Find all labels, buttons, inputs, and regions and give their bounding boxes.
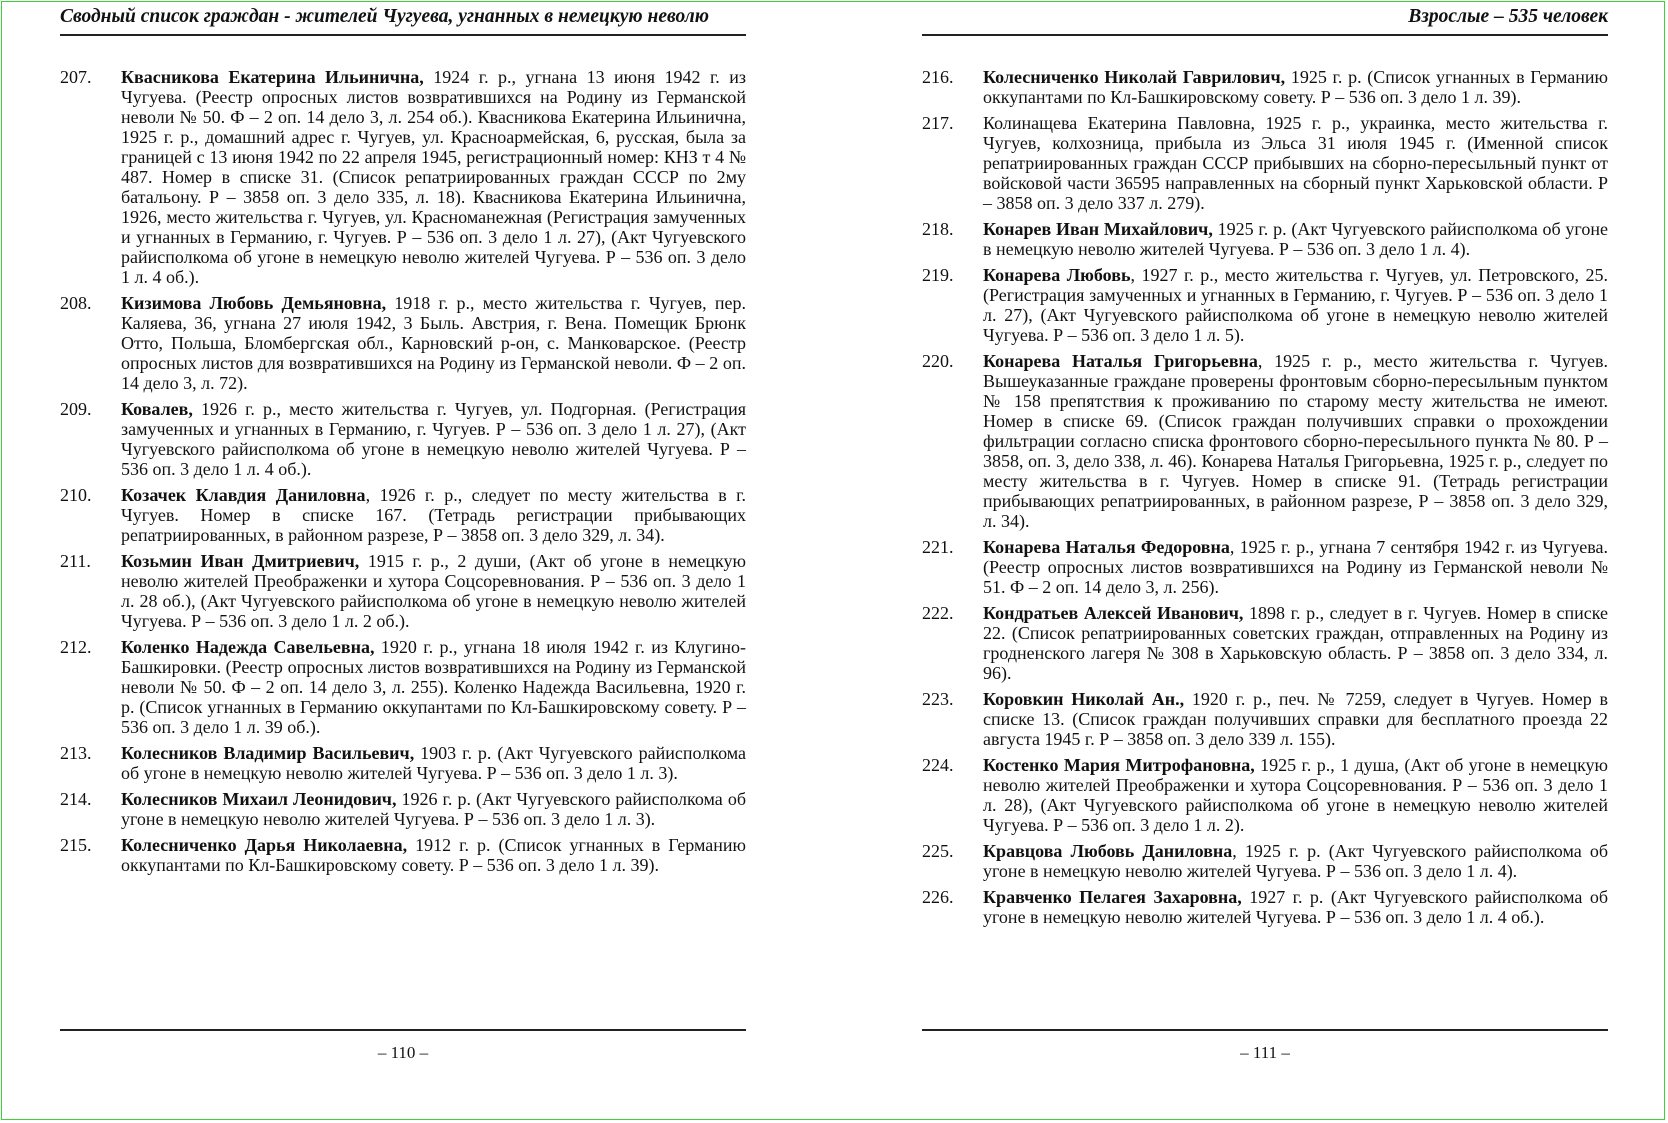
- entry-text: 1925 г. р., 1 душа, (Акт об угоне в немецкую неволю жителей Преображенки и хутора Соцсоревнования. Р – 536 оп. 3 дело 1 л. 28), (Акт Чугуевского райисполкома об угоне в немецкую неволю жителей Чугуева. Р – 536 оп. 3 дело 1 л. 2).: [983, 755, 1609, 835]
- entry-name: Кравченко Пелагея Захаровна,: [983, 887, 1242, 907]
- entry-number: 209.: [60, 399, 92, 419]
- left-page: [60, 0, 746, 1123]
- entry-number: 225.: [922, 841, 954, 861]
- list-item: [60, 835, 746, 875]
- entry-name: Колесников Владимир Васильевич,: [121, 743, 415, 763]
- list-item: [922, 67, 1608, 107]
- page-number: – 110 –: [377, 1043, 429, 1062]
- entry-name: Коровкин Николай Ан.,: [983, 689, 1185, 709]
- list-item: [60, 551, 746, 631]
- list-item: [922, 113, 1608, 213]
- list-item: [60, 743, 746, 783]
- list-item: [60, 293, 746, 393]
- entry-number: 226.: [922, 887, 954, 907]
- page-number: – 111 –: [1240, 1043, 1290, 1062]
- entry-text: 1915 г. р., 2 души, (Акт об угоне в немецкую неволю жителей Преображенки и хутора Соцсоревнования. Р – 536 оп. 3 дело 1 л. 28 об.), (Акт Чугуевского райисполкома об угоне в немецкую неволю жителей Чугуева. Р – 536 оп. 3 дело 1 л. 2 об.).: [121, 551, 746, 631]
- list-item: [60, 67, 746, 287]
- list-item: [922, 841, 1608, 881]
- entry-name: Конарев Иван Михайлович,: [983, 219, 1213, 239]
- list-item: [922, 537, 1608, 597]
- entry-text: 1898 г. р., следует в г. Чугуев. Номер в списке 22. (Список репатриированных советских граждан, отправленных на Родину из гродненского лагеря № 308 в Харьковскую область. Р – 3858 оп. 3 дело 334, л. 96).: [983, 603, 1608, 683]
- entry-number: 219.: [922, 265, 954, 285]
- entry-text: , 1925 г. р., угнана 7 сентября 1942 г. из Чугуева. (Реестр опросных листов возвратившихся на Родину из Германской неволи № 51. Ф – 2 оп. 14 дело 3, л. 256).: [983, 537, 1608, 597]
- entry-number: 210.: [60, 485, 92, 505]
- entry-number: 211.: [60, 551, 91, 571]
- entry-text: 1912 г. р. (Список угнанных в Германию оккупантами по Кл-Башкировскому совету. Р – 536 оп. 3 дело 1 л. 39).: [121, 835, 746, 875]
- list-item: [922, 603, 1608, 683]
- entry-text: 1926 г. р., место жительства г. Чугуев, ул. Подгорная. (Регистрация замученных и угнанных в Германию, г. Чугуев. Р – 536 оп. 3 дело 1 л. 27), (Акт Чугуевского райисполкома об угоне в немецкую неволю жителей Чугуева. Р – 536 оп. 3 дело 1 л. 4 об.).: [121, 399, 746, 479]
- list-item: [922, 689, 1608, 749]
- entry-text: 1920 г. р., угнана 18 июля 1942 г. из Клугино-Башкировки. (Реестр опросных листов возвратившихся на Родину из Германской неволи № 50. Ф – 2 оп. 14 дело 3, л. 255). Коленко Надежда Васильевна, 1920 г. р. (Список угнанных в Германию оккупантами по Кл-Башкировскому совету. Р – 536 оп. 3 дело 1 л. 39 об.).: [121, 637, 747, 737]
- entry-number: 217.: [922, 113, 954, 133]
- entry-text: , 1927 г. р., место жительства г. Чугуев, ул. Петровского, 25. (Регистрация замученных и угнанных в Германию, г. Чугуев. Р – 536 оп. 3 дело 1 л. 27), (Акт Чугуевского райисполкома об угоне в немецкую неволю жителей Чугуева. Р – 536 оп. 3 дело 1 л. 5).: [983, 265, 1609, 345]
- entry-name: Кондратьев Алексей Иванович,: [983, 603, 1244, 623]
- entry-number: 220.: [922, 351, 954, 371]
- list-item: [922, 265, 1608, 345]
- entry-number: 213.: [60, 743, 92, 763]
- entry-number: 215.: [60, 835, 92, 855]
- entry-number: 223.: [922, 689, 954, 709]
- entry-name: Костенко Мария Митрофановна,: [983, 755, 1255, 775]
- entry-number: 224.: [922, 755, 954, 775]
- entry-name: Ковалев,: [121, 399, 193, 419]
- entry-number: 221.: [922, 537, 954, 557]
- entry-number: 207.: [60, 67, 92, 87]
- entry-name: Коленко Надежда Савельевна,: [121, 637, 375, 657]
- entry-name: Конарева Любовь: [983, 265, 1131, 285]
- entry-list: [922, 67, 1608, 933]
- entry-number: 222.: [922, 603, 954, 623]
- entry-number: 216.: [922, 67, 954, 87]
- entry-number: 212.: [60, 637, 92, 657]
- entry-name: Колесников Михаил Леонидович,: [121, 789, 397, 809]
- entry-name: Квасникова Екатерина Ильинична,: [121, 67, 424, 87]
- list-item: [60, 637, 746, 737]
- entry-number: 208.: [60, 293, 92, 313]
- entry-number: 214.: [60, 789, 92, 809]
- entry-text: 1903 г. р. (Акт Чугуевского райисполкома об угоне в немецкую неволю жителей Чугуева. Р – 536 оп. 3 дело 1 л. 3).: [121, 743, 746, 783]
- entry-list: [60, 67, 746, 881]
- entry-name: Кравцова Любовь Даниловна: [983, 841, 1233, 861]
- entry-number: 218.: [922, 219, 954, 239]
- header-rule: [922, 34, 1608, 36]
- list-item: [60, 399, 746, 479]
- list-item: [922, 887, 1608, 927]
- header-rule: [60, 34, 746, 36]
- running-header: Взрослые – 535 человек: [1408, 6, 1608, 27]
- entry-text: 1925 г. р. (Акт Чугуевского райисполкома об угоне в немецкую неволю жителей Чугуева. Р – 536 оп. 3 дело 1 л. 4).: [983, 219, 1608, 259]
- list-item: [922, 351, 1608, 531]
- entry-text: 1918 г. р., место жительства г. Чугуев, пер. Каляева, 36, угнана 27 июля 1942, 3 Быль. Австрия, г. Вена. Помещик Брюнк Отто, Польша, Бломбергская обл., Карновский р-он, с. Манковарское. (Реестр опросных листов для возвратившихся на Родину из Германской неволи. Ф – 2 оп. 14 дело 3, л. 72).: [121, 293, 747, 393]
- entry-name: Колесниченко Николай Гаврилович,: [983, 67, 1286, 87]
- entry-text: 1927 г. р. (Акт Чугуевского райисполкома об угоне в немецкую неволю жителей Чугуева. Р – 536 оп. 3 дело 1 л. 4 об.).: [983, 887, 1608, 927]
- entry-name: Кизимова Любовь Демьяновна,: [121, 293, 387, 313]
- entry-name: Колесниченко Дарья Николаевна,: [121, 835, 408, 855]
- entry-text: , 1925 г. р. (Акт Чугуевского райисполкома об угоне в немецкую неволю жителей Чугуева. Р – 536 оп. 3 дело 1 л. 4).: [983, 841, 1608, 881]
- entry-text: 1925 г. р. (Список угнанных в Германию оккупантами по Кл-Башкировскому совету. Р – 536 оп. 3 дело 1 л. 39).: [983, 67, 1608, 107]
- list-item: [60, 485, 746, 545]
- list-item: [922, 755, 1608, 835]
- entry-text: 1924 г. р., угнана 13 июня 1942 г. из Чугуева. (Реестр опросных листов возвратившихся на Родину из Германской неволи № 50. Ф – 2 оп. 14 дело 3, л. 254 об.). Квасникова Екатерина Ильинична, 1925 г. р., домашний адрес г. Чугуев, ул. Красноармейская, 6, русская, была за границей с 13 июня 1942 по 22 апреля 1945, регистрационный номер: КНЗ т 4 № 487. Номер в списке 31. (Список репатриированных граждан СССР по 2му батальону. Р – 3858 оп. 3 дело 335, л. 18). Квасникова Екатерина Ильинична, 1926, место жительства г. Чугуев, ул. Красноманежная (Регистрация замученных и угнанных в Германию, г. Чугуев. Р – 536 оп. 3 дело 1 л. 27), (Акт Чугуевского райисполкома об угоне в немецкую неволю жителей Чугуева. Р – 536 оп. 3 дело 1 л. 4 об.).: [121, 67, 746, 287]
- list-item: [60, 789, 746, 829]
- footer-rule: [60, 1029, 746, 1031]
- entry-name: Конарева Наталья Григорьевна: [983, 351, 1258, 371]
- running-header: Сводный список граждан - жителей Чугуева, угнанных в немецкую неволю: [60, 6, 709, 27]
- entry-name: Конарева Наталья Федоровна: [983, 537, 1230, 557]
- entry-name: Козачек Клавдия Даниловна: [121, 485, 366, 505]
- entry-text: 1920 г. р., печ. № 7259, следует в Чугуев. Номер в списке 13. (Список граждан получивших справки для бесплатного проезда 22 августа 1945 г. Р – 3858 оп. 3 дело 339 л. 155).: [983, 689, 1608, 749]
- footer-rule: [922, 1029, 1608, 1031]
- right-page: [922, 0, 1608, 1123]
- entry-text: 1926 г. р. (Акт Чугуевского райисполкома об угоне в немецкую неволю жителей Чугуева. Р – 536 оп. 3 дело 1 л. 3).: [121, 789, 746, 829]
- entry-text: , 1925 г. р., место жительства г. Чугуев. Вышеуказанные граждане проверены фронтовым сборно-пересыльным пунктом № 158 препятствия к проживанию по старому месту жительства не имеют. Номер в списке 69. (Список граждан получивших справки о прохождении фильтрации согласно списка фронтового сборно-пересыльного пункта № 80. Р – 3858, оп. 3, дело 338, л. 46). Конарева Наталья Григорьевна, 1925 г. р., следует по месту жительства в г. Чугуев. Номер в списке 91. (Тетрадь регистрации прибывающих репатриированных, в районном разрезе, Р – 3858 оп. 3 дело 329, л. 34).: [983, 351, 1608, 531]
- list-item: [922, 219, 1608, 259]
- entry-name: Козьмин Иван Дмитриевич,: [121, 551, 360, 571]
- entry-text: Колинащева Екатерина Павловна, 1925 г. р., украинка, место жительства г. Чугуев, колхозница, прибыла из Эльса 31 июля 1945 г. (Именной список репатриированных граждан СССР прибывших на сборно-пересыльный пункт от войсковой части 36595 направленных на сборный пункт Харьковской области. Р – 3858 оп. 3 дело 337 л. 279).: [983, 113, 1608, 213]
- entry-text: , 1926 г. р., следует по месту жительства в г. Чугуев. Номер в списке 167. (Тетрадь регистрации прибывающих репатриированных, в районном разрезе, Р – 3858 оп. 3 дело 329, л. 34).: [121, 485, 746, 545]
